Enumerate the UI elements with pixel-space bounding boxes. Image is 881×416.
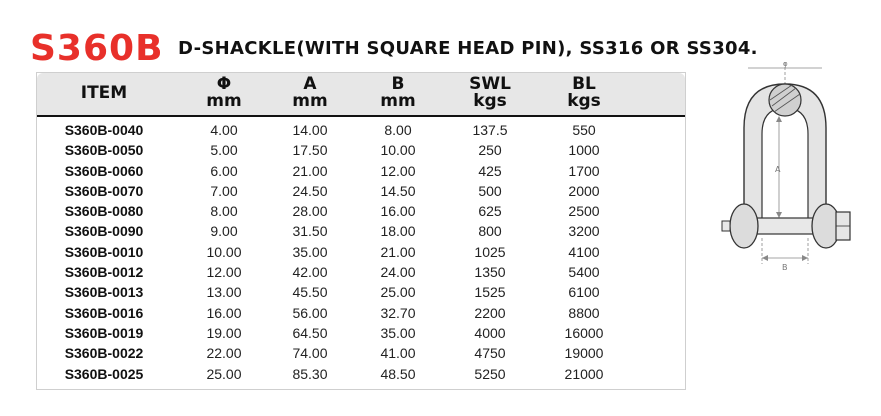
cell-swl: 1350 bbox=[474, 264, 506, 281]
cell-b: 35.00 bbox=[380, 324, 416, 341]
cell-item: S360B-0019 bbox=[64, 324, 144, 341]
cell-b: 14.50 bbox=[380, 182, 416, 199]
cell-a: 45.50 bbox=[292, 284, 328, 301]
table-row bbox=[37, 181, 685, 201]
cell-item: S360B-0060 bbox=[64, 162, 144, 179]
cell-b: 48.50 bbox=[380, 365, 416, 382]
column-header-item: ITEM bbox=[80, 83, 128, 103]
column-header-a: A mm bbox=[292, 74, 328, 111]
cell-item: S360B-0010 bbox=[64, 243, 144, 260]
cell-bl: 4100 bbox=[568, 243, 600, 260]
cell-diameter: 19.00 bbox=[206, 324, 242, 341]
table-row bbox=[37, 120, 685, 140]
cell-b: 21.00 bbox=[380, 243, 416, 260]
cell-diameter: 8.00 bbox=[210, 203, 238, 220]
specification-table bbox=[36, 72, 686, 390]
dimension-a-label: A bbox=[775, 165, 781, 174]
cell-item: S360B-0022 bbox=[64, 345, 144, 362]
cell-a: 14.00 bbox=[292, 122, 328, 138]
cell-b: 10.00 bbox=[380, 142, 416, 159]
cell-diameter: 13.00 bbox=[206, 284, 242, 301]
cell-diameter: 16.00 bbox=[206, 304, 242, 321]
cell-bl: 5400 bbox=[568, 264, 600, 281]
cell-item: S360B-0016 bbox=[64, 304, 144, 321]
product-code-title: S360B bbox=[30, 28, 164, 69]
cell-swl: 500 bbox=[478, 182, 502, 199]
cell-b: 25.00 bbox=[380, 284, 416, 301]
cell-b: 18.00 bbox=[380, 223, 416, 240]
table-header bbox=[37, 73, 685, 117]
cell-item: S360B-0040 bbox=[64, 122, 144, 138]
cell-a: 28.00 bbox=[292, 203, 328, 220]
cell-bl: 21000 bbox=[564, 365, 604, 382]
table-row bbox=[37, 242, 685, 262]
cell-a: 56.00 bbox=[292, 304, 328, 321]
cell-b: 41.00 bbox=[380, 345, 416, 362]
cell-swl: 4000 bbox=[474, 324, 506, 341]
cell-item: S360B-0070 bbox=[64, 182, 144, 199]
dimension-b-label: B bbox=[782, 263, 788, 272]
cell-b: 24.00 bbox=[380, 264, 416, 281]
cell-item: S360B-0080 bbox=[64, 203, 144, 220]
cell-swl: 250 bbox=[478, 142, 502, 159]
product-description-title: D-SHACKLE(WITH SQUARE HEAD PIN), SS316 OR SS304. bbox=[178, 38, 758, 59]
shackle-diagram bbox=[712, 58, 862, 278]
cell-swl: 4750 bbox=[474, 345, 506, 362]
table-row bbox=[37, 364, 685, 384]
cell-item: S360B-0013 bbox=[64, 284, 144, 301]
cell-bl: 2500 bbox=[568, 203, 600, 220]
cell-swl: 5250 bbox=[474, 365, 506, 382]
table-body bbox=[37, 120, 685, 384]
cell-bl: 2000 bbox=[568, 182, 600, 199]
cell-bl: 1000 bbox=[568, 142, 600, 159]
cell-item: S360B-0025 bbox=[64, 365, 144, 382]
cell-diameter: 22.00 bbox=[206, 345, 242, 362]
cell-diameter: 6.00 bbox=[210, 162, 238, 179]
cell-diameter: 25.00 bbox=[206, 365, 242, 382]
cell-item: S360B-0090 bbox=[64, 223, 144, 240]
cell-diameter: 7.00 bbox=[210, 182, 238, 199]
column-header-bl: BL kgs bbox=[567, 74, 601, 111]
cell-a: 35.00 bbox=[292, 243, 328, 260]
cell-bl: 3200 bbox=[568, 223, 600, 240]
cell-a: 74.00 bbox=[292, 345, 328, 362]
cell-a: 42.00 bbox=[292, 264, 328, 281]
column-header-diameter: Φ mm bbox=[206, 74, 242, 111]
cell-b: 12.00 bbox=[380, 162, 416, 179]
table-row bbox=[37, 161, 685, 181]
column-header-b: B mm bbox=[380, 74, 416, 111]
column-header-swl: SWL kgs bbox=[469, 74, 511, 111]
cell-swl: 425 bbox=[478, 162, 502, 179]
cell-b: 8.00 bbox=[384, 122, 412, 138]
cell-item: S360B-0012 bbox=[64, 264, 144, 281]
cell-bl: 6100 bbox=[568, 284, 600, 301]
table-row bbox=[37, 303, 685, 323]
cell-diameter: 9.00 bbox=[210, 223, 238, 240]
table-row bbox=[37, 262, 685, 282]
cell-a: 21.00 bbox=[292, 162, 328, 179]
cell-swl: 1025 bbox=[474, 243, 506, 260]
table-row bbox=[37, 343, 685, 363]
table-row bbox=[37, 201, 685, 221]
cell-diameter: 4.00 bbox=[210, 122, 238, 138]
table-row bbox=[37, 323, 685, 343]
phi-label: φ bbox=[783, 60, 788, 68]
cell-swl: 2200 bbox=[474, 304, 506, 321]
cell-bl: 8800 bbox=[568, 304, 600, 321]
table-row bbox=[37, 282, 685, 302]
cell-a: 64.50 bbox=[292, 324, 328, 341]
cell-bl: 16000 bbox=[564, 324, 604, 341]
left-eye-icon bbox=[730, 204, 758, 248]
cell-bl: 19000 bbox=[564, 345, 604, 362]
cell-diameter: 10.00 bbox=[206, 243, 242, 260]
cell-b: 32.70 bbox=[380, 304, 416, 321]
cell-item: S360B-0050 bbox=[64, 142, 144, 159]
cell-swl: 800 bbox=[478, 223, 502, 240]
cross-section-icon bbox=[769, 84, 801, 116]
cell-swl: 625 bbox=[478, 203, 502, 220]
cell-diameter: 5.00 bbox=[210, 142, 238, 159]
cell-a: 24.50 bbox=[292, 182, 328, 199]
table-row bbox=[37, 221, 685, 241]
cell-a: 85.30 bbox=[292, 365, 328, 382]
cell-b: 16.00 bbox=[380, 203, 416, 220]
cell-diameter: 12.00 bbox=[206, 264, 242, 281]
cell-a: 31.50 bbox=[292, 223, 328, 240]
cell-swl: 137.5 bbox=[472, 122, 508, 138]
cell-bl: 1700 bbox=[568, 162, 600, 179]
cell-bl: 550 bbox=[572, 122, 596, 138]
cell-swl: 1525 bbox=[474, 284, 506, 301]
cell-a: 17.50 bbox=[292, 142, 328, 159]
table-row bbox=[37, 140, 685, 160]
